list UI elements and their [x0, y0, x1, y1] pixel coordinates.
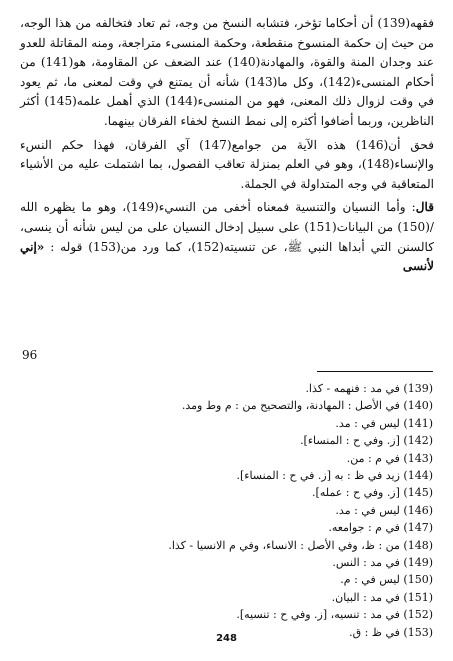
footnote: (143) في م : من. — [346, 451, 433, 465]
footnote: (139) في مد : فنهمه - كذا. — [305, 382, 433, 395]
main-text — [20, 14, 434, 277]
footnote: (141) ليس في : مد. — [335, 416, 433, 430]
footnote: (149) في مد : النس. — [332, 556, 433, 570]
paragraph-1: فقهه(139) أن أحكاما تؤخر، فتشابه النسخ من وجه، ثم تعاد فتخالفه من هذا الوجه، من حيث إن حكمة المنسوخ منقطعة، وحكمة المنسىء متراجعة، ومنه المقاتلة للعدو عند وجدان المنة والقوة، والمهادنة(140) عند الضعف عن المقاومة، هو(141) من أحكام المنسىء(142)، وكل ما(143) شأنه أن يمتنع في وقت لمعنى ما، ثم يعود في وقت لزوال ذلك المعنى، فهو من المنسىء(144) الذي أهمل علمه(145) أكثر الناظرين، وربما أضافوا أكثره إلى نمط النسخ لخفاء الفرقان بينهما. — [20, 16, 434, 128]
footnote: (142) [ز. وفي ح : المنساء]. — [300, 434, 433, 448]
footnotes-list — [33, 380, 433, 641]
footnote-divider — [317, 371, 433, 372]
footnote: (140) في الأصل : المهادنة، والتصحيح من : م وط ومد. — [181, 399, 433, 413]
margin-page-number: 96 — [22, 348, 38, 362]
paragraph-2: فحق أن(146) هذه الآية من جوامع(147) آي الفرقان، فهذا حكم النسء والإنساء(148)، وهو في العلم بمنزلة تعاقب الفصول، بما اشتملت عليه من الأشياء المتعاقبة في وجه المتداولة في الجملة. — [20, 137, 434, 191]
paragraph-3-text: : وأما النسيان والتنسية فمعناه أخفى من النسيء(149)، وهو ما يظهره الله /(150) من البيانات(151) على سبيل إدخال النسيان على من ليس شأنه أن ينسى، كالسنن التي أبداها النبي ﷺ، عن تنسيته(152)، كما ورد من(153) قوله : — [20, 200, 434, 254]
footnote: (145) [ز. وفي ح : عمله]. — [312, 486, 433, 500]
footnote: (147) في م : جوامعه. — [328, 521, 433, 535]
footnote: (148) من : ظ، وفي الأصل : الانساء، وفي م الانسيا - كذا. — [168, 538, 433, 552]
hadith-quote: «إني لأنسى — [20, 239, 434, 274]
footnote: (144) زيد في ظ : به [ز. في ح : المنساء]. — [236, 469, 433, 483]
footnote: (153) في ظ : ق. — [349, 625, 433, 639]
qal-keyword: قال — [415, 200, 434, 215]
page-number: 248 — [216, 633, 237, 644]
footnote: (146) ليس في : مد. — [335, 503, 433, 517]
footnote: (152) في مد : تنسيه، [ز. وفي ح : تنسيه]. — [236, 608, 433, 622]
footnote: (150) ليس في : م. — [340, 573, 433, 587]
paragraph-3 — [20, 198, 434, 276]
footnote: (151) في مد : البيان. — [331, 590, 433, 604]
